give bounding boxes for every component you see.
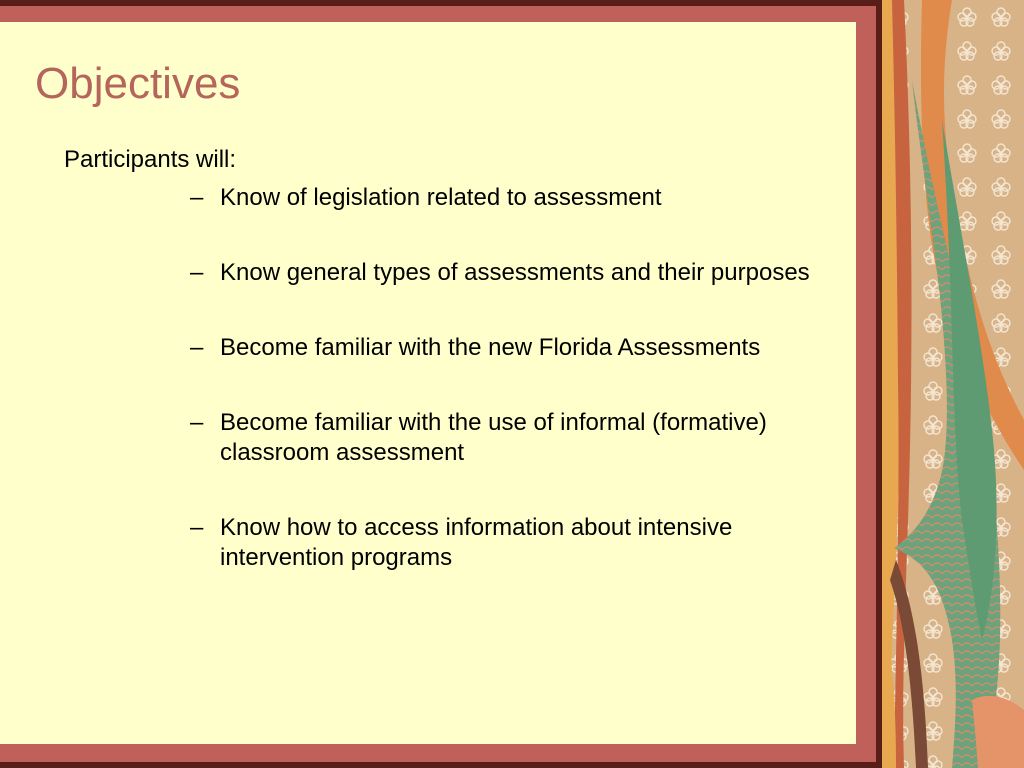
intro-text: Participants will: (64, 146, 237, 173)
objective-item: – Know how to access information about intensive intervention programs (190, 513, 840, 573)
objective-item: – Become familiar with the use of informal (formative) classroom assessment (190, 408, 840, 468)
decorative-pattern (882, 0, 1024, 768)
objective-item: – Know of legislation related to assessment (190, 183, 840, 213)
objective-item: – Become familiar with the new Florida Assessments (190, 333, 840, 363)
objectives-list (190, 183, 840, 618)
objective-item: – Know general types of assessments and their purposes (190, 258, 840, 288)
slide-title: Objectives (35, 59, 241, 108)
decorative-panel (882, 0, 1024, 768)
